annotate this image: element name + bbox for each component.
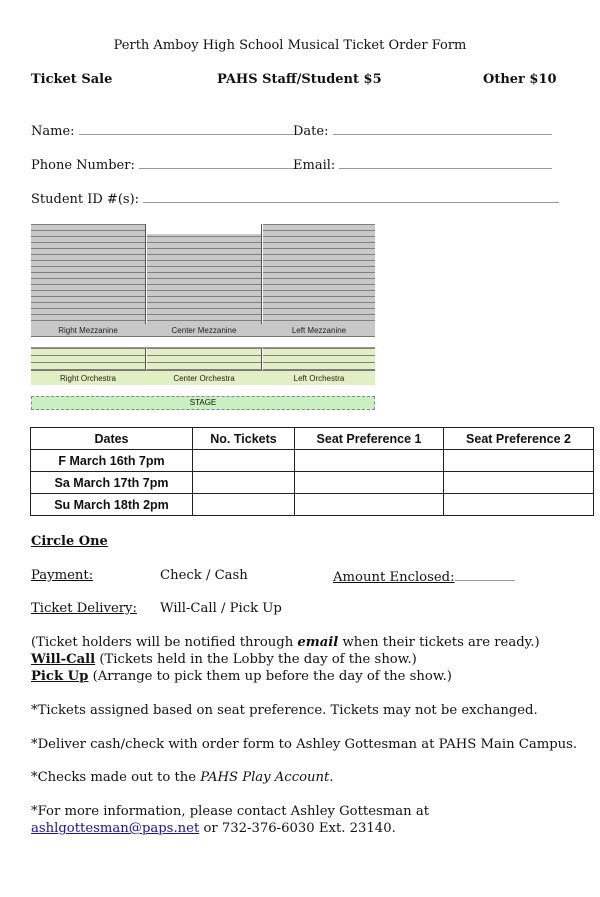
header-seat-pref-2: Seat Preference 2 <box>444 428 594 450</box>
tickets-cell[interactable] <box>193 450 295 472</box>
contact-email-link[interactable]: ashlgottesman@paps.net <box>31 821 200 836</box>
phone-label: Phone Number: <box>31 158 135 173</box>
willcall-text: (Tickets held in the Lobby the day of the show.) <box>95 652 417 667</box>
circle-one-heading: Circle One <box>31 534 108 549</box>
date-cell: F March 16th 7pm <box>31 450 193 472</box>
seat-pref-1-cell[interactable] <box>295 450 444 472</box>
contact-phone: or 732-376-6030 Ext. 23140. <box>199 821 396 836</box>
notify-email: email <box>297 635 339 650</box>
phone-field[interactable] <box>139 156 297 169</box>
checks-account: PAHS Play Account <box>200 770 330 785</box>
student-id-field[interactable] <box>143 190 559 203</box>
date-label: Date: <box>293 124 329 139</box>
name-label: Name: <box>31 124 75 139</box>
tickets-cell[interactable] <box>193 494 295 516</box>
stage-label: STAGE <box>31 396 375 410</box>
seating-chart <box>31 224 375 410</box>
left-mezzanine-label: Left Mezzanine <box>291 326 347 335</box>
notify-note <box>31 635 540 650</box>
header-seat-pref-1: Seat Preference 1 <box>295 428 444 450</box>
right-orchestra-label: Right Orchestra <box>59 374 117 383</box>
date-cell: Sa March 17th 7pm <box>31 472 193 494</box>
notify-post: when their tickets are ready.) <box>338 635 540 650</box>
table-row <box>31 450 594 472</box>
email-field[interactable] <box>339 156 552 169</box>
seat-pref-2-cell[interactable] <box>444 450 594 472</box>
table-header-row <box>31 428 594 450</box>
left-orchestra-label: Left Orchestra <box>293 374 345 383</box>
center-mezzanine-label: Center Mezzanine <box>171 326 237 335</box>
ticket-sale-label: Ticket Sale <box>31 72 113 87</box>
checks-note <box>31 770 334 785</box>
delivery-label: Ticket Delivery: <box>31 601 137 616</box>
name-field[interactable] <box>79 122 293 135</box>
amount-enclosed-field[interactable] <box>455 568 515 581</box>
tickets-cell[interactable] <box>193 472 295 494</box>
header-no-tickets: No. Tickets <box>193 428 295 450</box>
checks-pre: *Checks made out to the <box>31 770 201 785</box>
assigned-note: *Tickets assigned based on seat preference. Tickets may not be exchanged. <box>31 703 538 718</box>
header-dates: Dates <box>31 428 193 450</box>
right-mezzanine-block <box>31 224 146 324</box>
deliver-note: *Deliver cash/check with order form to Ashley Gottesman at PAHS Main Campus. <box>31 737 578 752</box>
notify-pre: (Ticket holders will be notified through <box>31 635 298 650</box>
center-orchestra-label: Center Orchestra <box>173 374 235 383</box>
pickup-note <box>31 669 452 684</box>
payment-options[interactable]: Check / Cash <box>160 568 248 583</box>
table-row <box>31 494 594 516</box>
table-row <box>31 472 594 494</box>
ticket-dates-table <box>30 427 594 516</box>
date-field[interactable] <box>333 122 552 135</box>
contact-line <box>31 821 396 836</box>
pickup-text: (Arrange to pick them up before the day of the show.) <box>88 669 452 684</box>
seat-pref-2-cell[interactable] <box>444 494 594 516</box>
info-note: *For more information, please contact Ashley Gottesman at <box>31 804 429 819</box>
student-id-label: Student ID #(s): <box>31 192 140 207</box>
pickup-label: Pick Up <box>31 669 89 684</box>
seat-pref-1-cell[interactable] <box>295 472 444 494</box>
delivery-options[interactable]: Will-Call / Pick Up <box>160 601 282 616</box>
willcall-label: Will-Call <box>31 652 96 667</box>
email-label: Email: <box>293 158 336 173</box>
form-title: Perth Amboy High School Musical Ticket Order Form <box>113 38 467 53</box>
right-mezzanine-label: Right Mezzanine <box>58 326 118 335</box>
date-cell: Su March 18th 2pm <box>31 494 193 516</box>
center-mezzanine-block <box>147 224 262 324</box>
seat-pref-2-cell[interactable] <box>444 472 594 494</box>
checks-post: . <box>329 770 334 785</box>
willcall-note <box>31 652 417 667</box>
seat-pref-1-cell[interactable] <box>295 494 444 516</box>
other-price: Other $10 <box>483 72 557 87</box>
amount-enclosed-label: Amount Enclosed: <box>333 570 455 585</box>
staff-student-price: PAHS Staff/Student $5 <box>217 72 382 87</box>
payment-label: Payment: <box>31 568 94 583</box>
left-mezzanine-block <box>263 224 375 324</box>
